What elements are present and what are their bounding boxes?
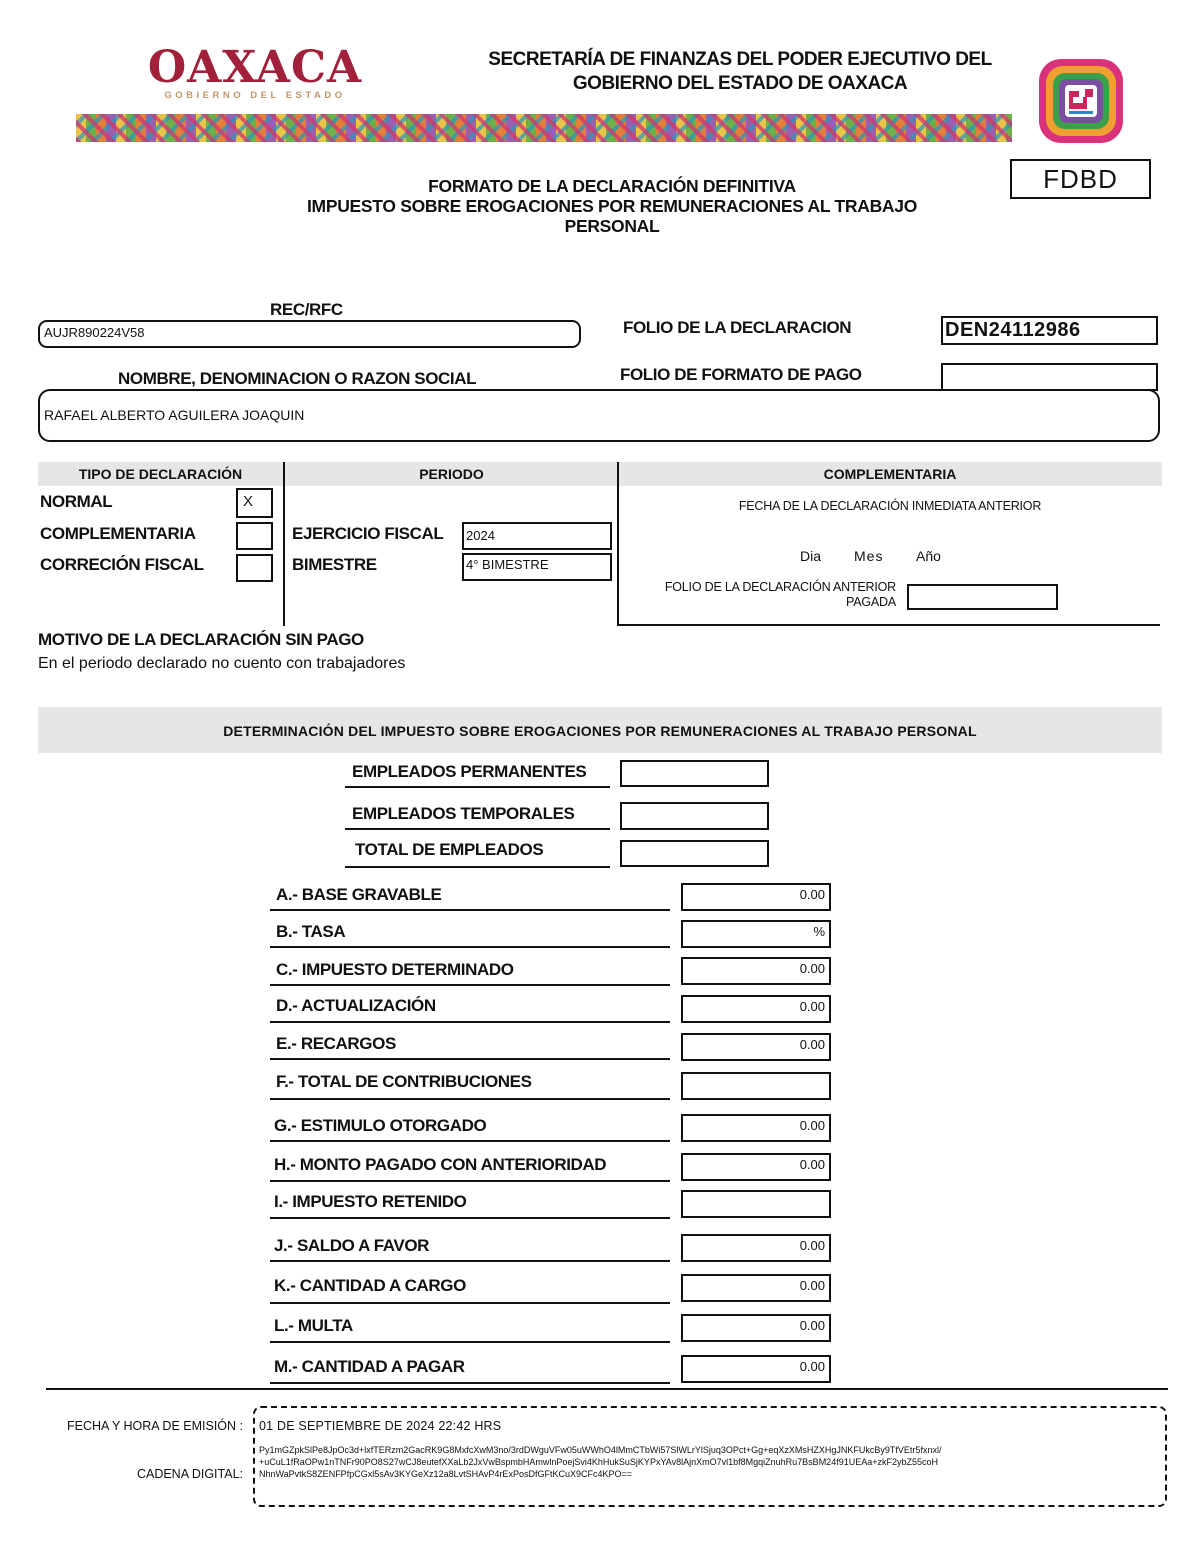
oaxaca-logo: [140, 44, 370, 104]
folio-declaracion-value: DEN24112986: [945, 319, 1081, 341]
folio-anterior-line1: FOLIO DE LA DECLARACIÓN ANTERIOR: [664, 580, 896, 594]
item-value-d: 0.00: [681, 995, 831, 1023]
item-value-b: %: [681, 920, 831, 948]
fecha-emision-value: 01 DE SEPTIEMBRE DE 2024 22:42 HRS: [259, 1419, 502, 1433]
normal-checkbox[interactable]: [236, 488, 273, 518]
logo-text: OAXACA: [147, 42, 363, 93]
secretaria-title: [440, 48, 1040, 96]
complementaria-label: COMPLEMENTARIA: [40, 524, 196, 543]
empleados-permanentes-label: EMPLEADOS PERMANENTES: [352, 762, 587, 781]
cadena-label: CADENA DIGITAL:: [136, 1467, 243, 1481]
title-line1: FORMATO DE LA DECLARACIÓN DEFINITIVA: [428, 176, 796, 196]
item-underline-a: [270, 909, 670, 911]
motivo-text: En el periodo declarado no cuento con trabajadores: [38, 655, 406, 672]
fecha-emision-label: FECHA Y HORA DE EMISIÓN :: [67, 1419, 243, 1433]
folio-anterior-field: [907, 584, 1058, 610]
divider-vertical-2: [617, 462, 619, 626]
item-value-a: 0.00: [681, 883, 831, 911]
item-value-c: 0.00: [681, 957, 831, 985]
complementaria-header: COMPLEMENTARIA: [823, 466, 957, 482]
logo-subtext: GOBIERNO DEL ESTADO: [164, 90, 346, 101]
form-title: [262, 176, 962, 236]
mes-label: Mes: [854, 548, 884, 564]
form-code: FDBD: [1043, 164, 1118, 194]
anio-label: Año: [916, 548, 941, 564]
item-underline-e: [270, 1058, 670, 1060]
secretaria-line1: SECRETARÍA DE FINANZAS DEL PODER EJECUTIVO DEL: [488, 49, 992, 70]
item-underline-i: [270, 1217, 670, 1219]
item-underline-c: [270, 984, 670, 986]
item-value-e: 0.00: [681, 1033, 831, 1061]
rfc-label: REC/RFC: [270, 300, 343, 319]
correccion-label: CORRECIÓN FISCAL: [40, 555, 204, 574]
determinacion-header: DETERMINACIÓN DEL IMPUESTO SOBRE EROGACIONES POR REMUNERACIONES AL TRABAJO PERSONAL: [223, 723, 977, 739]
secretaria-line2: GOBIERNO DEL ESTADO DE OAXACA: [572, 73, 908, 94]
item-label-f: F.- TOTAL DE CONTRIBUCIONES: [276, 1072, 532, 1091]
item-label-k: K.- CANTIDAD A CARGO: [274, 1276, 466, 1295]
item-label-l: L.- MULTA: [274, 1316, 353, 1335]
item-label-j: J.- SALDO A FAVOR: [274, 1236, 430, 1255]
item-underline-h: [270, 1180, 670, 1182]
item-underline-d: [270, 1021, 670, 1023]
item-label-m: M.- CANTIDAD A PAGAR: [274, 1357, 465, 1376]
item-label-d: D.- ACTUALIZACIÓN: [276, 996, 436, 1015]
fecha-anterior-label: FECHA DE LA DECLARACIÓN INMEDIATA ANTERIOR: [738, 499, 1042, 513]
footer-dashed-box: [253, 1406, 1167, 1507]
dia-label: Dia: [800, 548, 822, 564]
title-line2: IMPUESTO SOBRE EROGACIONES POR REMUNERACIONES AL TRABAJO: [306, 196, 918, 216]
bimestre-field: [462, 553, 612, 581]
folio-anterior-label: [620, 580, 896, 610]
nombre-value: RAFAEL ALBERTO AGUILERA JOAQUIN: [44, 407, 305, 423]
item-value-k: 0.00: [681, 1274, 831, 1302]
empleados-temporales-underline: [345, 828, 610, 830]
item-value-m: 0.00: [681, 1355, 831, 1383]
item-underline-l: [270, 1341, 670, 1343]
cadena-line3: NhnWaPvtkS8ZENFPfpCGxl5sAv3KYGeXz12a8LvtSHAvP4rExPosDfGFtKCuX9CFc4KPO==: [259, 1469, 632, 1479]
item-label-g: G.- ESTIMULO OTORGADO: [274, 1116, 487, 1135]
divider-vertical-1: [283, 462, 285, 626]
ejercicio-value: 2024: [466, 528, 495, 543]
item-label-h: H.- MONTO PAGADO CON ANTERIORIDAD: [274, 1155, 607, 1174]
item-underline-k: [270, 1302, 670, 1304]
item-label-a: A.- BASE GRAVABLE: [276, 885, 442, 904]
complementaria-checkbox[interactable]: [236, 522, 273, 550]
empleados-temporales-label: EMPLEADOS TEMPORALES: [352, 804, 575, 823]
total-empleados-field: [620, 840, 769, 867]
item-underline-f: [270, 1098, 670, 1100]
cadena-digital: [259, 1444, 1161, 1480]
item-label-e: E.- RECARGOS: [276, 1034, 396, 1053]
item-underline-m: [270, 1382, 670, 1384]
item-label-c: C.- IMPUESTO DETERMINADO: [276, 960, 514, 979]
item-value-f: [681, 1072, 831, 1100]
rfc-field: [38, 320, 581, 348]
cadena-line1: Py1mGZpkSlPe8JpOc3d+lxfTERzm2GacRK9G8MxfcXwM3no/3rdDWguVFw05uWWhO4lMmCTbWi57SlWLrYlSjuq3OPct+Gg+eqXzXMsHZXHgJNKFUkcBy9TfVEtr5fxnxl/: [259, 1445, 942, 1455]
item-underline-b: [270, 946, 670, 948]
periodo-header: PERIODO: [419, 466, 484, 482]
motivo-label: MOTIVO DE LA DECLARACIÓN SIN PAGO: [38, 630, 364, 649]
normal-label: NORMAL: [40, 492, 113, 511]
ejercicio-field: [462, 522, 612, 550]
item-value-h: 0.00: [681, 1153, 831, 1181]
item-value-j: 0.00: [681, 1234, 831, 1262]
item-underline-g: [270, 1140, 670, 1142]
nombre-label: NOMBRE, DENOMINACION O RAZON SOCIAL: [118, 369, 477, 388]
folio-pago-label: FOLIO DE FORMATO DE PAGO: [620, 365, 862, 384]
folio-anterior-line2: PAGADA: [846, 595, 896, 609]
folio-declaracion-label: FOLIO DE LA DECLARACION: [623, 318, 852, 337]
total-empleados-label: TOTAL DE EMPLEADOS: [355, 840, 544, 859]
ejercicio-label: EJERCICIO FISCAL: [292, 524, 444, 543]
bimestre-label: BIMESTRE: [292, 555, 377, 574]
nombre-field: [38, 389, 1160, 442]
item-value-i: [681, 1190, 831, 1218]
footer-divider: [46, 1388, 1168, 1390]
folio-declaracion-field: [941, 316, 1158, 345]
divider-horizontal: [617, 624, 1160, 626]
normal-mark: X: [243, 493, 254, 510]
cadena-line2: +uCuL1fRaOPw1nTNFr90PO8S27wCJ8eutefXXaLb2JxVwBspmbHAmwlnPoejSvi4KhHukSuSjKYPxYAv8lAjnXmO7vl1bf8MgqiZnuhRu7BsBM24f91UEAa+zkF2ybZ55coH: [259, 1457, 938, 1467]
item-value-g: 0.00: [681, 1114, 831, 1142]
item-label-b: B.- TASA: [276, 922, 346, 941]
item-label-i: I.- IMPUESTO RETENIDO: [274, 1192, 467, 1211]
total-empleados-underline: [345, 866, 610, 868]
empleados-permanentes-field: [620, 760, 769, 787]
empleados-permanentes-underline: [345, 786, 610, 788]
tipo-header: TIPO DE DECLARACIÓN: [78, 466, 243, 482]
rfc-value: AUJR890224V58: [44, 325, 145, 340]
title-line3: PERSONAL: [564, 216, 660, 236]
item-value-l: 0.00: [681, 1314, 831, 1342]
empleados-temporales-field: [620, 802, 769, 830]
folio-pago-field: [941, 363, 1158, 391]
decorative-band: [76, 114, 1012, 142]
form-code-box: [1010, 159, 1151, 199]
correccion-checkbox[interactable]: [236, 554, 273, 582]
bimestre-value: 4° BIMESTRE: [466, 557, 549, 572]
state-seal-icon: [1036, 56, 1126, 146]
item-underline-j: [270, 1260, 670, 1262]
